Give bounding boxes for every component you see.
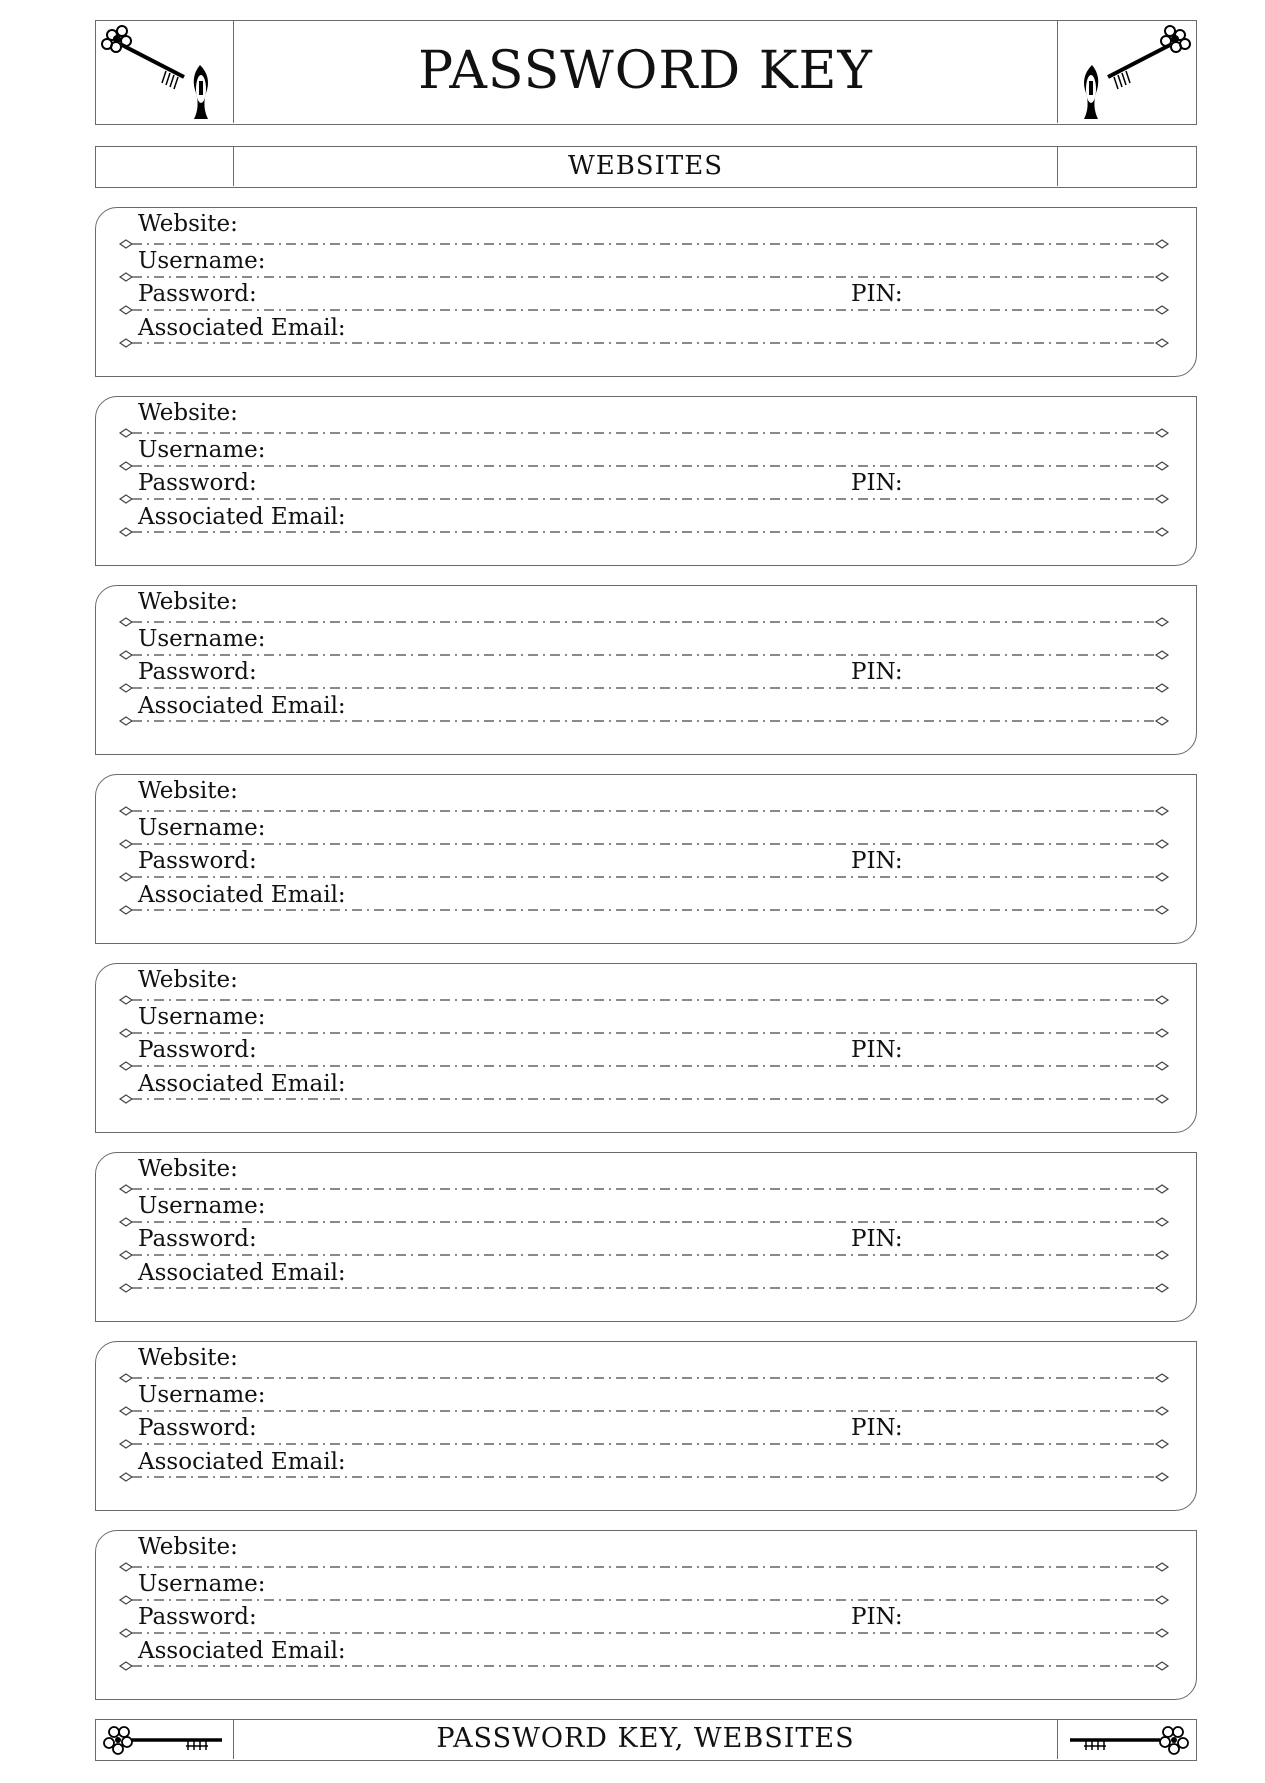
username-label: Username: <box>138 1382 266 1408</box>
key-lock-icon <box>96 21 234 123</box>
website-label: Website: <box>138 400 238 426</box>
diamond-end-icon <box>1156 1251 1168 1259</box>
diamond-end-icon <box>120 1062 132 1070</box>
pin-label: PIN: <box>851 1604 903 1630</box>
diamond-end-icon <box>120 1629 132 1637</box>
password-label: Password: <box>138 1604 257 1630</box>
diamond-end-icon <box>120 1440 132 1448</box>
key-icon <box>96 1720 234 1759</box>
diamond-end-icon <box>1156 1662 1168 1670</box>
section-left-cell <box>96 147 234 186</box>
diamond-end-icon <box>120 495 132 503</box>
diamond-end-icon <box>1156 873 1168 881</box>
website-label: Website: <box>138 778 238 804</box>
email-label: Associated Email: <box>138 315 346 341</box>
password-label: Password: <box>138 281 257 307</box>
entry-guide-lines <box>96 1342 1198 1512</box>
website-label: Website: <box>138 211 238 237</box>
diamond-end-icon <box>1156 339 1168 347</box>
password-label: Password: <box>138 1037 257 1063</box>
diamond-end-icon <box>1156 462 1168 470</box>
diamond-end-icon <box>1156 840 1168 848</box>
email-label: Associated Email: <box>138 1449 346 1475</box>
diamond-end-icon <box>1156 717 1168 725</box>
diamond-end-icon <box>1156 807 1168 815</box>
entry-guide-lines <box>96 208 1198 378</box>
entry-card <box>95 963 1197 1133</box>
pin-label: PIN: <box>851 1415 903 1441</box>
diamond-end-icon <box>120 618 132 626</box>
diamond-end-icon <box>120 306 132 314</box>
diamond-end-icon <box>1156 429 1168 437</box>
diamond-end-icon <box>120 1095 132 1103</box>
entry-card <box>95 1152 1197 1322</box>
pin-label: PIN: <box>851 1037 903 1063</box>
diamond-end-icon <box>1156 684 1168 692</box>
diamond-end-icon <box>120 1251 132 1259</box>
website-label: Website: <box>138 967 238 993</box>
diamond-end-icon <box>120 462 132 470</box>
diamond-end-icon <box>1156 1629 1168 1637</box>
password-label: Password: <box>138 1226 257 1252</box>
diamond-end-icon <box>1156 1407 1168 1415</box>
diamond-end-icon <box>120 807 132 815</box>
diamond-end-icon <box>120 339 132 347</box>
username-label: Username: <box>138 1004 266 1030</box>
section-right-cell <box>1057 147 1195 186</box>
diamond-end-icon <box>120 1374 132 1382</box>
footer-band <box>95 1719 1197 1761</box>
diamond-end-icon <box>1156 1473 1168 1481</box>
diamond-end-icon <box>1156 1095 1168 1103</box>
diamond-end-icon <box>120 528 132 536</box>
diamond-end-icon <box>120 273 132 281</box>
entry-card <box>95 396 1197 566</box>
diamond-end-icon <box>120 240 132 248</box>
diamond-end-icon <box>1156 273 1168 281</box>
username-label: Username: <box>138 1571 266 1597</box>
pin-label: PIN: <box>851 848 903 874</box>
diamond-end-icon <box>120 906 132 914</box>
entry-card <box>95 1341 1197 1511</box>
diamond-end-icon <box>1156 528 1168 536</box>
footer-right-cell <box>1057 1720 1195 1759</box>
diamond-end-icon <box>1156 1029 1168 1037</box>
email-label: Associated Email: <box>138 1638 346 1664</box>
diamond-end-icon <box>1156 1284 1168 1292</box>
entry-card <box>95 774 1197 944</box>
header-left-cell <box>96 21 234 123</box>
diamond-end-icon <box>120 684 132 692</box>
header-right-cell <box>1057 21 1195 123</box>
password-label: Password: <box>138 848 257 874</box>
footer-left-cell <box>96 1720 234 1759</box>
username-label: Username: <box>138 437 266 463</box>
diamond-end-icon <box>1156 1185 1168 1193</box>
entry-card <box>95 1530 1197 1700</box>
entry-guide-lines <box>96 397 1198 567</box>
website-label: Website: <box>138 589 238 615</box>
key-icon <box>1058 1720 1196 1759</box>
diamond-end-icon <box>120 1029 132 1037</box>
entry-guide-lines <box>96 1153 1198 1323</box>
diamond-end-icon <box>120 1218 132 1226</box>
email-label: Associated Email: <box>138 882 346 908</box>
username-label: Username: <box>138 815 266 841</box>
username-label: Username: <box>138 248 266 274</box>
entry-guide-lines <box>96 964 1198 1134</box>
diamond-end-icon <box>1156 1440 1168 1448</box>
key-lock-icon <box>1058 21 1196 123</box>
diamond-end-icon <box>1156 996 1168 1004</box>
diamond-end-icon <box>1156 306 1168 314</box>
diamond-end-icon <box>120 1563 132 1571</box>
website-label: Website: <box>138 1156 238 1182</box>
diamond-end-icon <box>120 1596 132 1604</box>
diamond-end-icon <box>1156 1596 1168 1604</box>
diamond-end-icon <box>1156 495 1168 503</box>
pin-label: PIN: <box>851 281 903 307</box>
header-band <box>95 20 1197 125</box>
email-label: Associated Email: <box>138 1260 346 1286</box>
diamond-end-icon <box>120 651 132 659</box>
entry-card <box>95 207 1197 377</box>
diamond-end-icon <box>120 873 132 881</box>
entry-guide-lines <box>96 1531 1198 1701</box>
entry-guide-lines <box>96 586 1198 756</box>
pin-label: PIN: <box>851 1226 903 1252</box>
username-label: Username: <box>138 626 266 652</box>
email-label: Associated Email: <box>138 1071 346 1097</box>
pin-label: PIN: <box>851 470 903 496</box>
diamond-end-icon <box>1156 906 1168 914</box>
password-label: Password: <box>138 1415 257 1441</box>
diamond-end-icon <box>1156 1062 1168 1070</box>
section-band <box>95 146 1197 188</box>
pin-label: PIN: <box>851 659 903 685</box>
footer-title: PASSWORD KEY, WEBSITES <box>436 1723 855 1754</box>
diamond-end-icon <box>120 840 132 848</box>
username-label: Username: <box>138 1193 266 1219</box>
diamond-end-icon <box>1156 1374 1168 1382</box>
email-label: Associated Email: <box>138 504 346 530</box>
diamond-end-icon <box>120 429 132 437</box>
password-label: Password: <box>138 659 257 685</box>
diamond-end-icon <box>120 717 132 725</box>
diamond-end-icon <box>1156 1563 1168 1571</box>
website-label: Website: <box>138 1345 238 1371</box>
diamond-end-icon <box>1156 618 1168 626</box>
diamond-end-icon <box>120 996 132 1004</box>
diamond-end-icon <box>120 1473 132 1481</box>
diamond-end-icon <box>120 1185 132 1193</box>
email-label: Associated Email: <box>138 693 346 719</box>
entry-guide-lines <box>96 775 1198 945</box>
password-label: Password: <box>138 470 257 496</box>
entry-card <box>95 585 1197 755</box>
website-label: Website: <box>138 1534 238 1560</box>
diamond-end-icon <box>120 1662 132 1670</box>
diamond-end-icon <box>1156 1218 1168 1226</box>
diamond-end-icon <box>120 1284 132 1292</box>
diamond-end-icon <box>1156 651 1168 659</box>
page-title: PASSWORD KEY <box>418 41 873 101</box>
section-title: WEBSITES <box>567 151 724 181</box>
diamond-end-icon <box>1156 240 1168 248</box>
diamond-end-icon <box>120 1407 132 1415</box>
